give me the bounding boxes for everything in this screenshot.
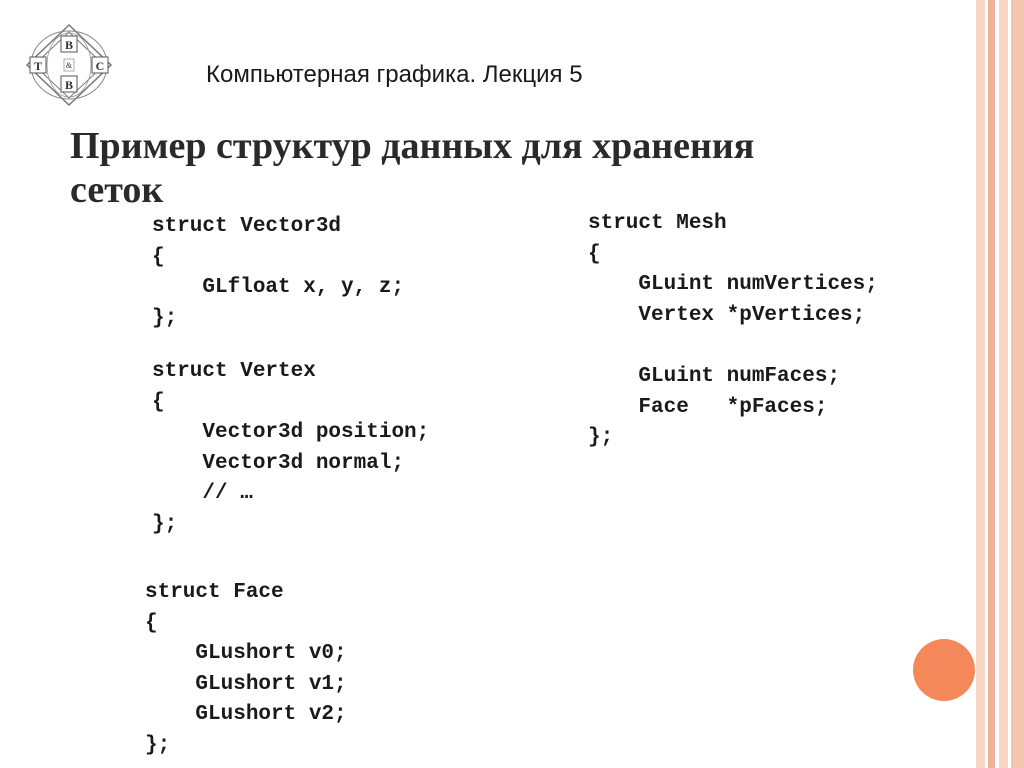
- code-line: [588, 331, 878, 362]
- code-block-vector3d: [152, 212, 404, 334]
- code-line: struct Mesh: [588, 212, 727, 235]
- code-line: GLuint numFaces;: [588, 364, 841, 388]
- code-line: struct Face: [145, 581, 284, 604]
- code-line: {: [152, 245, 165, 269]
- decor-orange-circle: [913, 639, 975, 701]
- code-line: {: [588, 242, 601, 266]
- code-line: {: [145, 611, 158, 635]
- slide-title-line: Пример структур данных для хранения: [70, 125, 755, 167]
- logo-letter: B: [64, 78, 74, 92]
- code-line: GLushort v0;: [145, 642, 347, 666]
- logo-letter: B: [64, 38, 74, 52]
- code-block-vertex: [152, 357, 429, 541]
- code-line: GLuint numVertices;: [588, 273, 878, 297]
- decor-stripe: [999, 0, 1008, 768]
- decor-stripe: [976, 0, 985, 768]
- code-line: // …: [152, 482, 253, 506]
- logo-letter: &: [65, 61, 73, 70]
- code-line: struct Vertex: [152, 360, 316, 383]
- code-line: Vertex *pVertices;: [588, 303, 866, 327]
- logo-letter: T: [33, 59, 43, 73]
- code-line: {: [152, 390, 165, 414]
- university-logo-icon: [24, 22, 114, 108]
- code-line: Vector3d position;: [152, 421, 430, 445]
- code-line: };: [152, 512, 178, 536]
- decor-stripe: [988, 0, 995, 768]
- code-line: GLfloat x, y, z;: [152, 276, 405, 300]
- code-line: GLushort v1;: [145, 672, 347, 696]
- code-line: Face *pFaces;: [588, 395, 828, 419]
- slide-title-line: сеток: [70, 169, 164, 211]
- code-line: Vector3d normal;: [152, 451, 405, 475]
- code-line: GLushort v2;: [145, 703, 347, 727]
- code-block-mesh: [588, 209, 878, 454]
- slide-title: [70, 124, 950, 212]
- logo-letter: C: [95, 59, 105, 73]
- code-block-face: [145, 578, 347, 762]
- code-line: };: [152, 306, 178, 330]
- lecture-subtitle: Компьютерная графика. Лекция 5: [206, 61, 583, 88]
- decor-stripe: [1011, 0, 1024, 768]
- code-line: };: [588, 426, 614, 450]
- code-line: };: [145, 733, 171, 757]
- code-line: struct Vector3d: [152, 215, 342, 238]
